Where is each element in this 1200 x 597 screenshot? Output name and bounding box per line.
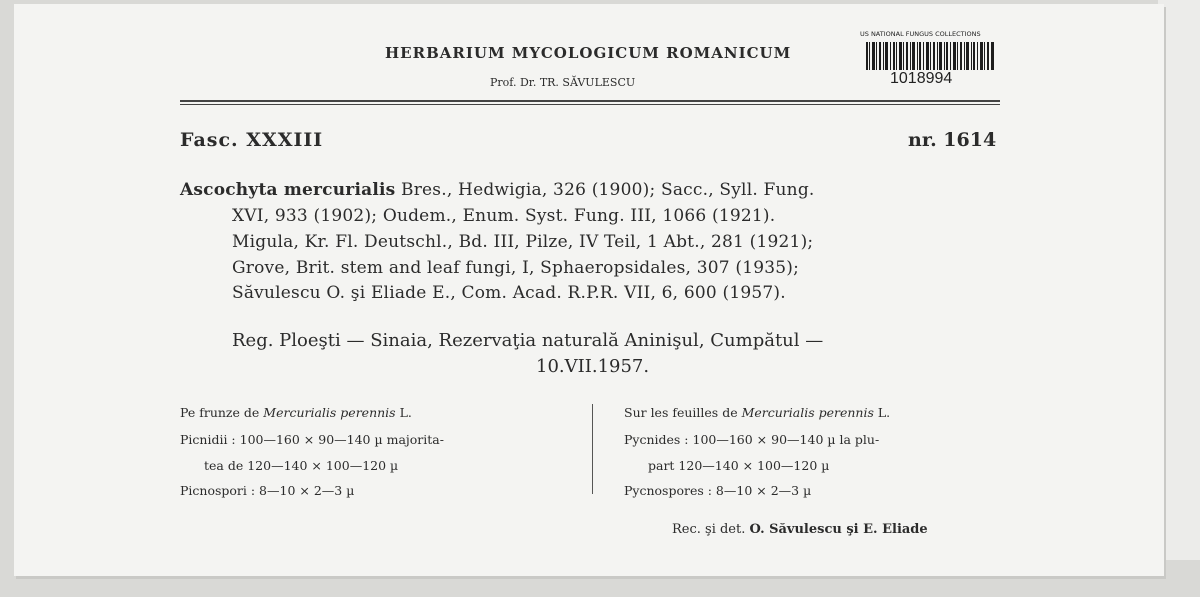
citation-line-1-rest: Bres., Hedwigia, 326 (1900); Sacc., Syll. Fung.: [395, 180, 815, 200]
picnidii-size-cont: tea de 120—140 × 100—120 µ: [204, 458, 399, 473]
column-divider: [592, 404, 593, 494]
citation-line-3: Migula, Kr. Fl. Deutschl., Bd. III, Pilze, IV Teil, 1 Abt., 281 (1921);: [232, 232, 814, 252]
collection-date: 10.VII.1957.: [536, 356, 650, 377]
pycnides-size: Pycnides : 100—160 × 90—140 µ la plu-: [624, 432, 880, 447]
host-french: [624, 405, 890, 420]
determination-credit: [672, 522, 928, 537]
pycnides-size-cont: part 120—140 × 100—120 µ: [648, 458, 830, 473]
herbarium-director: Prof. Dr. TR. SĂVULESCU: [490, 76, 636, 89]
barcode-collection-label: US NATIONAL FUNGUS COLLECTIONS: [860, 30, 981, 38]
picnospori-size: Picnospori : 8—10 × 2—3 µ: [180, 483, 355, 498]
host-romanian-suffix: L.: [395, 405, 412, 420]
herbarium-title: HERBARIUM MYCOLOGICUM ROMANICUM: [385, 44, 792, 62]
determination-prefix: Rec. şi det.: [672, 522, 750, 537]
citation-line-5: Săvulescu O. şi Eliade E., Com. Acad. R.P.R. VII, 6, 600 (1957).: [232, 283, 786, 303]
host-french-name: Mercurialis perennis: [741, 405, 874, 420]
underlying-sheet: [1158, 0, 1200, 560]
barcode-number: 1018994: [890, 70, 953, 87]
header-rule-thin: [180, 104, 1000, 105]
locality-line-1: Reg. Ploeşti — Sinaia, Rezervaţia naturală Aninişul, Cumpătul —: [232, 330, 824, 351]
taxon-name: Ascochyta mercurialis: [180, 180, 396, 200]
specimen-barcode: [860, 30, 1000, 94]
picnidii-size: Picnidii : 100—160 × 90—140 µ majorita-: [180, 432, 444, 447]
host-romanian-prefix: Pe frunze de: [180, 405, 264, 420]
pycnospores-size: Pycnospores : 8—10 × 2—3 µ: [624, 483, 812, 498]
barcode-bars: [866, 42, 994, 70]
fascicle-label: Fasc. XXXIII: [180, 129, 324, 151]
citation-line-4: Grove, Brit. stem and leaf fungi, I, Sphaeropsidales, 307 (1935);: [232, 258, 800, 278]
specimen-number: nr. 1614: [908, 129, 997, 151]
determiner-names: O. Săvulescu şi E. Eliade: [749, 522, 928, 537]
host-french-prefix: Sur les feuilles de: [624, 405, 742, 420]
host-romanian: [180, 405, 412, 420]
citation-line-2: XVI, 933 (1902); Oudem., Enum. Syst. Fung. III, 1066 (1921).: [232, 206, 776, 226]
host-romanian-name: Mercurialis perennis: [263, 405, 396, 420]
citation-line-1: [180, 180, 815, 200]
header-rule: [180, 100, 1000, 102]
host-french-suffix: L.: [873, 405, 891, 420]
